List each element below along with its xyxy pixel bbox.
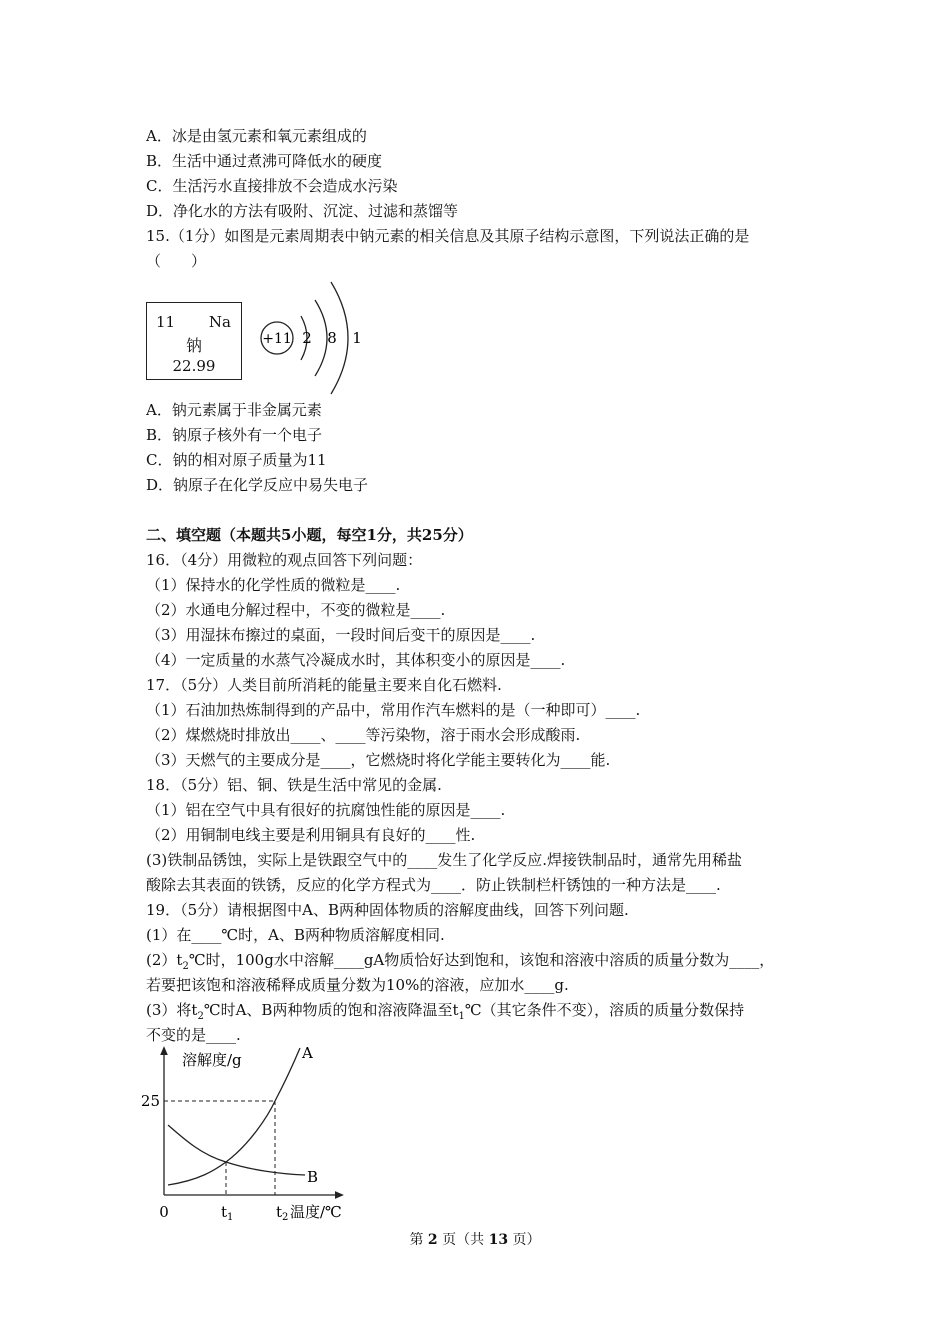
page-number: 2 [427,1232,438,1248]
q17-part2: （2）煤燃烧时排放出____、____等污染物，溶于雨水会形成酸雨. [146,726,581,744]
q17-part3: （3）天燃气的主要成分是____，它燃烧时将化学能主要转化为____能. [146,751,611,769]
q15-stem: 15.（1分）如图是元素周期表中钠元素的相关信息及其原子结构示意图，下列说法正确的是 [146,227,750,245]
curve-b [168,1125,305,1175]
q18-part1: （1）铝在空气中具有很好的抗腐蚀性能的原因是____. [146,801,506,819]
curve-b-label: B [307,1168,319,1186]
nucleus-charge: +11 [262,331,292,347]
element-name: 钠 [185,336,202,355]
q19-part3-line1: (3）将$t_2℃$时A、B两种物质的饱和溶液降温至$t_1℃$（其它条件不变），溶质的质量分数保持 [146,1001,745,1022]
q15-option-a: A．钠元素属于非金属元素 [146,401,322,419]
q18-part3-line1: (3)铁制品锈蚀，实际上是铁跟空气中的____发生了化学反应.焊接铁制品时，通常先用稀盐 [146,851,743,869]
x-axis-label: 温度/℃ [290,1203,342,1221]
atomic-number: 11 [156,313,176,331]
q14-option-c: C．生活污水直接排放不会造成水污染 [146,177,398,195]
y-tick-25: 25 [140,1092,160,1110]
q14-option-a: A．冰是由氢元素和氧元素组成的 [146,127,367,145]
t2-label: $t_2$ [276,1203,289,1223]
shell-count-3: 1 [352,329,362,347]
q19-part1: (1）在____℃时，A、B两种物质溶解度相同. [146,926,445,944]
y-axis-label: 溶解度/g [182,1051,242,1069]
atom-structure-diagram [255,278,375,398]
shell-count-2: 8 [327,329,337,347]
t1-label: $t_1$ [221,1203,234,1223]
q16-part3: （3）用湿抹布擦过的桌面，一段时间后变干的原因是____. [146,626,536,644]
q17-stem: 17．（5分）人类目前所消耗的能量主要来自化石燃料. [146,676,502,694]
q16-part2: （2）水通电分解过程中，不变的微粒是____. [146,601,446,619]
section-title: 二、填空题（本题共5小题，每空1分，共25分） [146,526,473,544]
q19-part2-line2: 若要把该饱和溶液稀释成质量分数为10%的溶液，应加水____g. [146,976,569,994]
origin-label: 0 [159,1203,169,1221]
q15-option-c: C．钠的相对原子质量为11 [146,451,327,469]
q18-stem: 18．（5分）铝、铜、铁是生活中常见的金属. [146,776,442,794]
q15-option-d: D．钠原子在化学反应中易失电子 [146,476,369,494]
q18-part2: （2）用铜制电线主要是利用铜具有良好的____性. [146,826,476,844]
shell-arc-2 [315,300,327,376]
q18-part3-line2: 酸除去其表面的铁锈，反应的化学方程式为____．防止铁制栏杆锈蚀的一种方法是____. [146,876,721,894]
q14-option-d: D．净化水的方法有吸附、沉淀、过滤和蒸馏等 [146,202,459,220]
q19-stem: 19．（5分）请根据图中A、B两种固体物质的溶解度曲线，回答下列问题. [146,901,629,919]
element-card [146,302,242,380]
shell-count-1: 2 [302,329,312,347]
q19-part2-line1: $(2)t_2℃$时，100g水中溶解____gA物质恰好达到饱和，该饱和溶液中溶质的质量分数为____， [146,951,775,972]
q15-option-b: B．钠原子核外有一个电子 [146,426,323,444]
solubility-graph [140,1040,370,1225]
q16-part1: （1）保持水的化学性质的微粒是____. [146,576,401,594]
q14-option-b: B．生活中通过煮沸可降低水的硬度 [146,152,383,170]
element-symbol: Na [208,313,231,331]
q16-part4: （4）一定质量的水蒸气冷凝成水时，其体积变小的原因是____. [146,651,566,669]
curve-a-label: A [302,1044,313,1062]
q17-part1: （1）石油加热炼制得到的产品中，常用作汽车燃料的是（一种即可）____. [146,701,641,719]
page-total: 13 [488,1232,509,1248]
page-footer: 第 2 页（共 13 页） [409,1232,541,1248]
atomic-mass: 22.99 [172,357,216,375]
q16-stem: 16．（4分）用微粒的观点回答下列问题： [146,551,423,569]
q19-part3-line2: 不变的是____. [146,1026,241,1044]
q15-paren: （ ） [146,252,207,270]
